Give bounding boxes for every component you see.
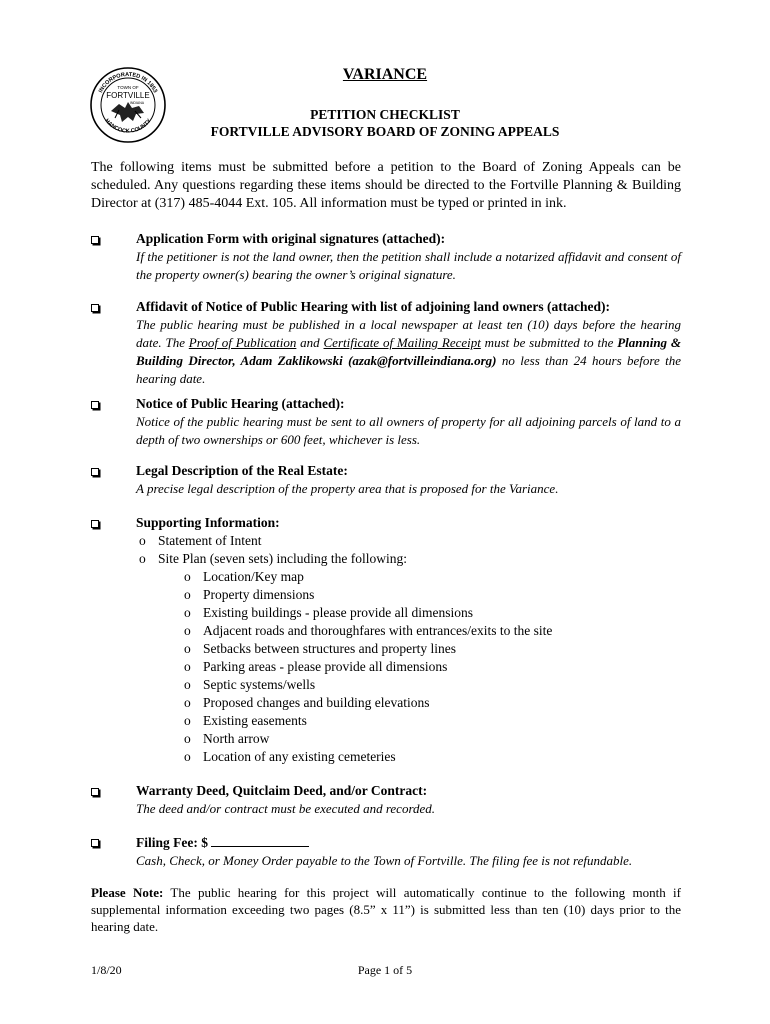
checkbox-icon[interactable] — [91, 468, 99, 476]
list-item: o Site Plan (seven sets) including the following: o Location/Key map o Property dimensions o Existing buildings - please provide all dimensions o Adjacent roads and thoroughfares with entrances/exits to the site o Setbacks between structures and property lines o Parking areas - please provide all dimensions o Septic systems/wells o Proposed changes and building elevations o Existing easements o North arrow o Location of any existing cemeteries — [136, 550, 681, 766]
director-contact: Planning & Building Director, Adam Zaklikowski (azak@fortvilleindiana.org) — [136, 335, 681, 368]
item-description: A precise legal description of the property area that is proposed for the Variance. — [136, 481, 559, 496]
checklist-item-deed — [91, 782, 681, 818]
please-note — [91, 884, 681, 935]
checkbox-icon[interactable] — [91, 839, 99, 847]
document-subtitle: PETITION CHECKLIST — [310, 107, 460, 122]
list-item: o Location of any existing cemeteries — [181, 748, 681, 766]
certificate-of-mailing-text: Certificate of Mailing Receipt — [323, 335, 481, 350]
fee-amount-blank[interactable] — [211, 833, 309, 847]
list-item: o North arrow — [181, 730, 681, 748]
item-title: Application Form with original signatures (attached): — [136, 231, 446, 246]
list-item: o Adjacent roads and thoroughfares with entrances/exits to the site — [181, 622, 681, 640]
checkbox-icon[interactable] — [91, 304, 99, 312]
item-description: The public hearing must be published in a local newspaper at least ten (10) days before the hearing date. The Proof of Publication and Certificate of Mailing Receipt must be submitted to the Planning & Building Director, Adam Zaklikowski (azak@fortvilleindiana.org) no less than 24 hours before the hearing date. — [136, 317, 681, 386]
svg-text:HANCOCK COUNTY: HANCOCK COUNTY — [103, 118, 153, 135]
item-title: Supporting Information: — [136, 515, 280, 530]
checklist-item-filing-fee — [91, 833, 681, 870]
item-description: The deed and/or contract must be executed and recorded. — [136, 801, 436, 816]
checklist-item-affidavit — [91, 298, 681, 388]
checkbox-icon[interactable] — [91, 788, 99, 796]
item-title: Legal Description of the Real Estate: — [136, 463, 348, 478]
checklist-item-supporting-information — [91, 514, 681, 766]
list-item: o Location/Key map — [181, 568, 681, 586]
list-item: o Setbacks between structures and property lines — [181, 640, 681, 658]
svg-text:INDIANA: INDIANA — [129, 101, 145, 105]
item-description: Cash, Check, or Money Order payable to the Town of Fortville. The filing fee is not refundable. — [136, 853, 633, 868]
item-description: Notice of the public hearing must be sent to all owners of property for all adjoining parcels of land to a depth of two ownerships or 600 feet, whichever is less. — [136, 414, 681, 447]
checklist-item-notice — [91, 395, 681, 449]
supporting-list — [136, 532, 681, 766]
site-plan-list — [158, 568, 681, 766]
proof-of-publication-text: Proof of Publication — [188, 335, 297, 350]
svg-text:TOWN OF: TOWN OF — [117, 85, 139, 90]
document-title: VARIANCE — [342, 66, 428, 83]
checkbox-icon[interactable] — [91, 236, 99, 244]
intro-paragraph: The following items must be submitted before a petition to the Board of Zoning Appeals can be scheduled. Any questions regarding these items should be directed to the Fortville Planning & Building Director at (317) 485-4044 Ext. 105. All information must be typed or printed in ink. — [91, 160, 681, 211]
checklist-item-legal-description — [91, 462, 681, 498]
item-title: Notice of Public Hearing (attached): — [136, 396, 345, 411]
list-item: o Existing easements — [181, 712, 681, 730]
item-title: Filing Fee: $ — [136, 833, 681, 852]
checkbox-icon[interactable] — [91, 401, 99, 409]
item-title: Affidavit of Notice of Public Hearing with list of adjoining land owners (attached): — [136, 299, 610, 314]
svg-text:FORTVILLE: FORTVILLE — [106, 91, 150, 100]
item-title: Warranty Deed, Quitclaim Deed, and/or Contract: — [136, 783, 428, 798]
board-name: FORTVILLE ADVISORY BOARD OF ZONING APPEALS — [210, 124, 560, 139]
footer-date: 1/8/20 — [91, 963, 122, 977]
note-text: The public hearing for this project will automatically continue to the following month if supplemental information exceeding two pages (8.5” x 11”) is submitted less than ten (10) days prior to the hearing date. — [91, 885, 682, 934]
list-item: o Proposed changes and building elevations — [181, 694, 681, 712]
item-description: If the petitioner is not the land owner, then the petition shall include a notarized affidavit and consent of the property owner(s) bearing the owner’s original signature. — [136, 249, 681, 282]
list-item: o Statement of Intent — [136, 532, 681, 550]
list-item: o Parking areas - please provide all dimensions — [181, 658, 681, 676]
list-item: o Septic systems/wells — [181, 676, 681, 694]
list-item: o Property dimensions — [181, 586, 681, 604]
checklist-item-application — [91, 230, 681, 284]
svg-text:INCORPORATED IN 1853: INCORPORATED IN 1853 — [97, 71, 158, 94]
checkbox-icon[interactable] — [91, 520, 99, 528]
list-item: o Existing buildings - please provide all dimensions — [181, 604, 681, 622]
page-number: Page 1 of 5 — [357, 963, 413, 977]
note-label: Please Note: — [91, 885, 164, 900]
